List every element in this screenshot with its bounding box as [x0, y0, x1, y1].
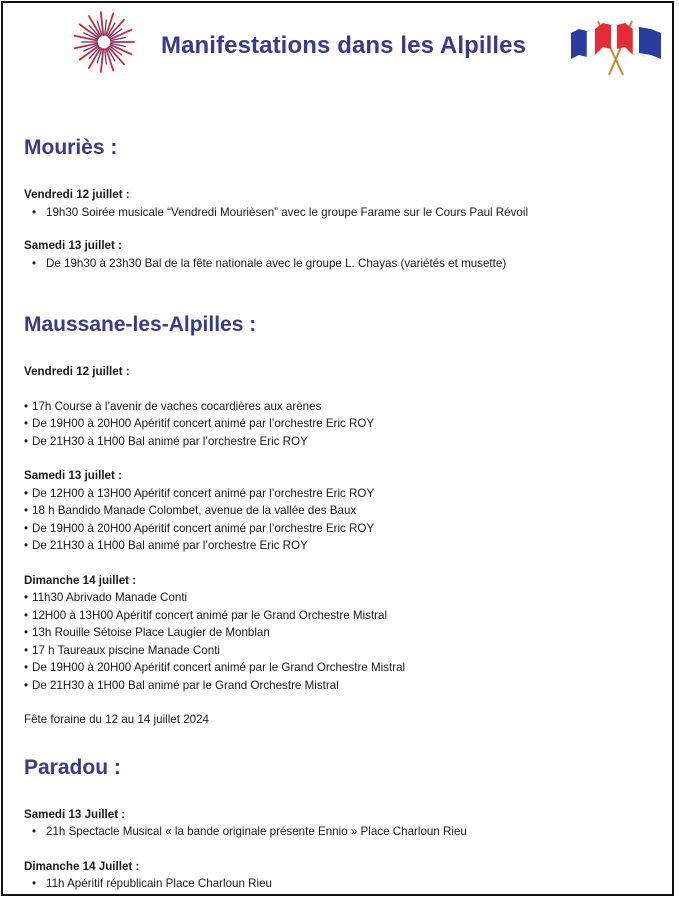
firework-icon	[65, 9, 143, 75]
firework-ray	[75, 43, 97, 48]
town-title: Paradou :	[24, 755, 121, 779]
section-paradou	[24, 751, 664, 893]
day-label: Dimanche 14 Juillet :	[24, 859, 140, 873]
town-title: Mouriès :	[24, 136, 118, 159]
bullet-icon: •	[24, 591, 29, 604]
event-text: De 21H30 à 1H00 Bal animé par l’orchestre Eric ROY	[32, 539, 308, 552]
event-text: 11h Apéritif républicain Place Charloun Rieu	[46, 877, 272, 890]
bullet-icon: •	[24, 643, 29, 657]
day-label: Samedi 13 juillet :	[24, 239, 122, 252]
bullet-icon: •	[24, 678, 29, 692]
event-item	[24, 433, 664, 451]
french-flags-icon	[565, 11, 665, 79]
event-text: 12H00 à 13H00 Apéritif concert animé par le Grand Orchestre Mistral	[32, 608, 388, 622]
day-label: Samedi 13 Juillet :	[24, 807, 126, 821]
event-item	[24, 677, 664, 695]
bullet-icon: •	[24, 626, 29, 639]
event-item	[24, 875, 664, 893]
event-item	[24, 485, 664, 503]
event-text: 13h Rouille Sétoise Place Laugier de Monblan	[32, 626, 270, 639]
event-text: De 19H00 à 20H00 Apéritif concert animé par l’orchestre Eric ROY	[32, 521, 375, 535]
bullet-icon: •	[24, 399, 29, 413]
bullet-icon: •	[32, 877, 37, 890]
event-item	[24, 537, 664, 555]
day-label: Dimanche 14 juillet :	[24, 573, 137, 587]
bullet-icon: •	[32, 256, 37, 270]
bullet-icon: •	[32, 205, 37, 219]
bullet-icon: •	[24, 486, 29, 500]
section-mouries	[24, 131, 664, 272]
event-text: De 21H30 à 1H00 Bal animé par l’orchestre Eric ROY	[32, 434, 308, 448]
event-text: De 19h30 à 23h30 Bal de la fête nationale avec le groupe L. Chayas (variétés et musette)	[46, 256, 507, 270]
day-label: Samedi 13 juillet :	[24, 469, 122, 482]
section-maussane	[24, 308, 664, 729]
bullet-icon: •	[24, 434, 29, 448]
event-item	[24, 502, 664, 520]
event-text: 21h Spectacle Musical « la bande originale présente Ennio » Place Charloun Rieu	[46, 825, 467, 838]
day-label: Vendredi 12 juillet :	[24, 188, 130, 201]
event-text: 18 h Bandido Manade Colombet, avenue de la vallée des Baux	[32, 504, 357, 517]
event-item	[24, 398, 664, 416]
page-title: Manifestations dans les Alpilles	[161, 32, 527, 59]
event-item	[24, 589, 664, 607]
event-item	[24, 624, 664, 642]
event-item	[24, 520, 664, 538]
event-item	[24, 642, 664, 660]
event-text: 11h30 Abrivado Manade Conti	[32, 591, 188, 604]
bullet-icon: •	[32, 825, 37, 838]
event-text: De 21H30 à 1H00 Bal animé par le Grand Orchestre Mistral	[32, 678, 339, 692]
fair-note: Fête foraine du 12 au 14 juillet 2024	[24, 713, 209, 726]
event-item	[24, 823, 664, 841]
event-item	[24, 415, 664, 433]
bullet-icon: •	[24, 608, 29, 622]
event-text: De 12H00 à 13H00 Apéritif concert animé par l’orchestre Eric ROY	[32, 486, 375, 500]
event-text: De 19H00 à 20H00 Apéritif concert animé par l’orchestre Eric ROY	[32, 417, 375, 430]
bullet-icon: •	[24, 504, 29, 517]
day-label: Vendredi 12 juillet :	[24, 365, 130, 378]
bullet-icon: •	[24, 539, 29, 552]
town-title: Maussane-les-Alpilles :	[24, 313, 257, 336]
firework-ray	[75, 36, 97, 41]
bullet-icon: •	[24, 417, 29, 430]
document-page	[1, 1, 674, 896]
event-text: 19h30 Soirée musicale “Vendredi Mourièsen” avec le groupe Farame sur le Cours Paul Révoil	[46, 205, 529, 219]
event-text: 17h Course à l’avenir de vaches cocardières aux arènes	[32, 399, 322, 413]
bullet-icon: •	[24, 521, 29, 535]
event-text: 17 h Taureaux piscine Manade Conti	[32, 643, 220, 657]
event-item	[24, 607, 664, 625]
event-item	[24, 659, 664, 677]
bullet-icon: •	[24, 661, 29, 674]
event-item	[24, 204, 664, 222]
content	[24, 131, 664, 893]
event-item	[24, 255, 664, 273]
event-text: De 19H00 à 20H00 Apéritif concert animé par le Grand Orchestre Mistral	[32, 661, 406, 674]
